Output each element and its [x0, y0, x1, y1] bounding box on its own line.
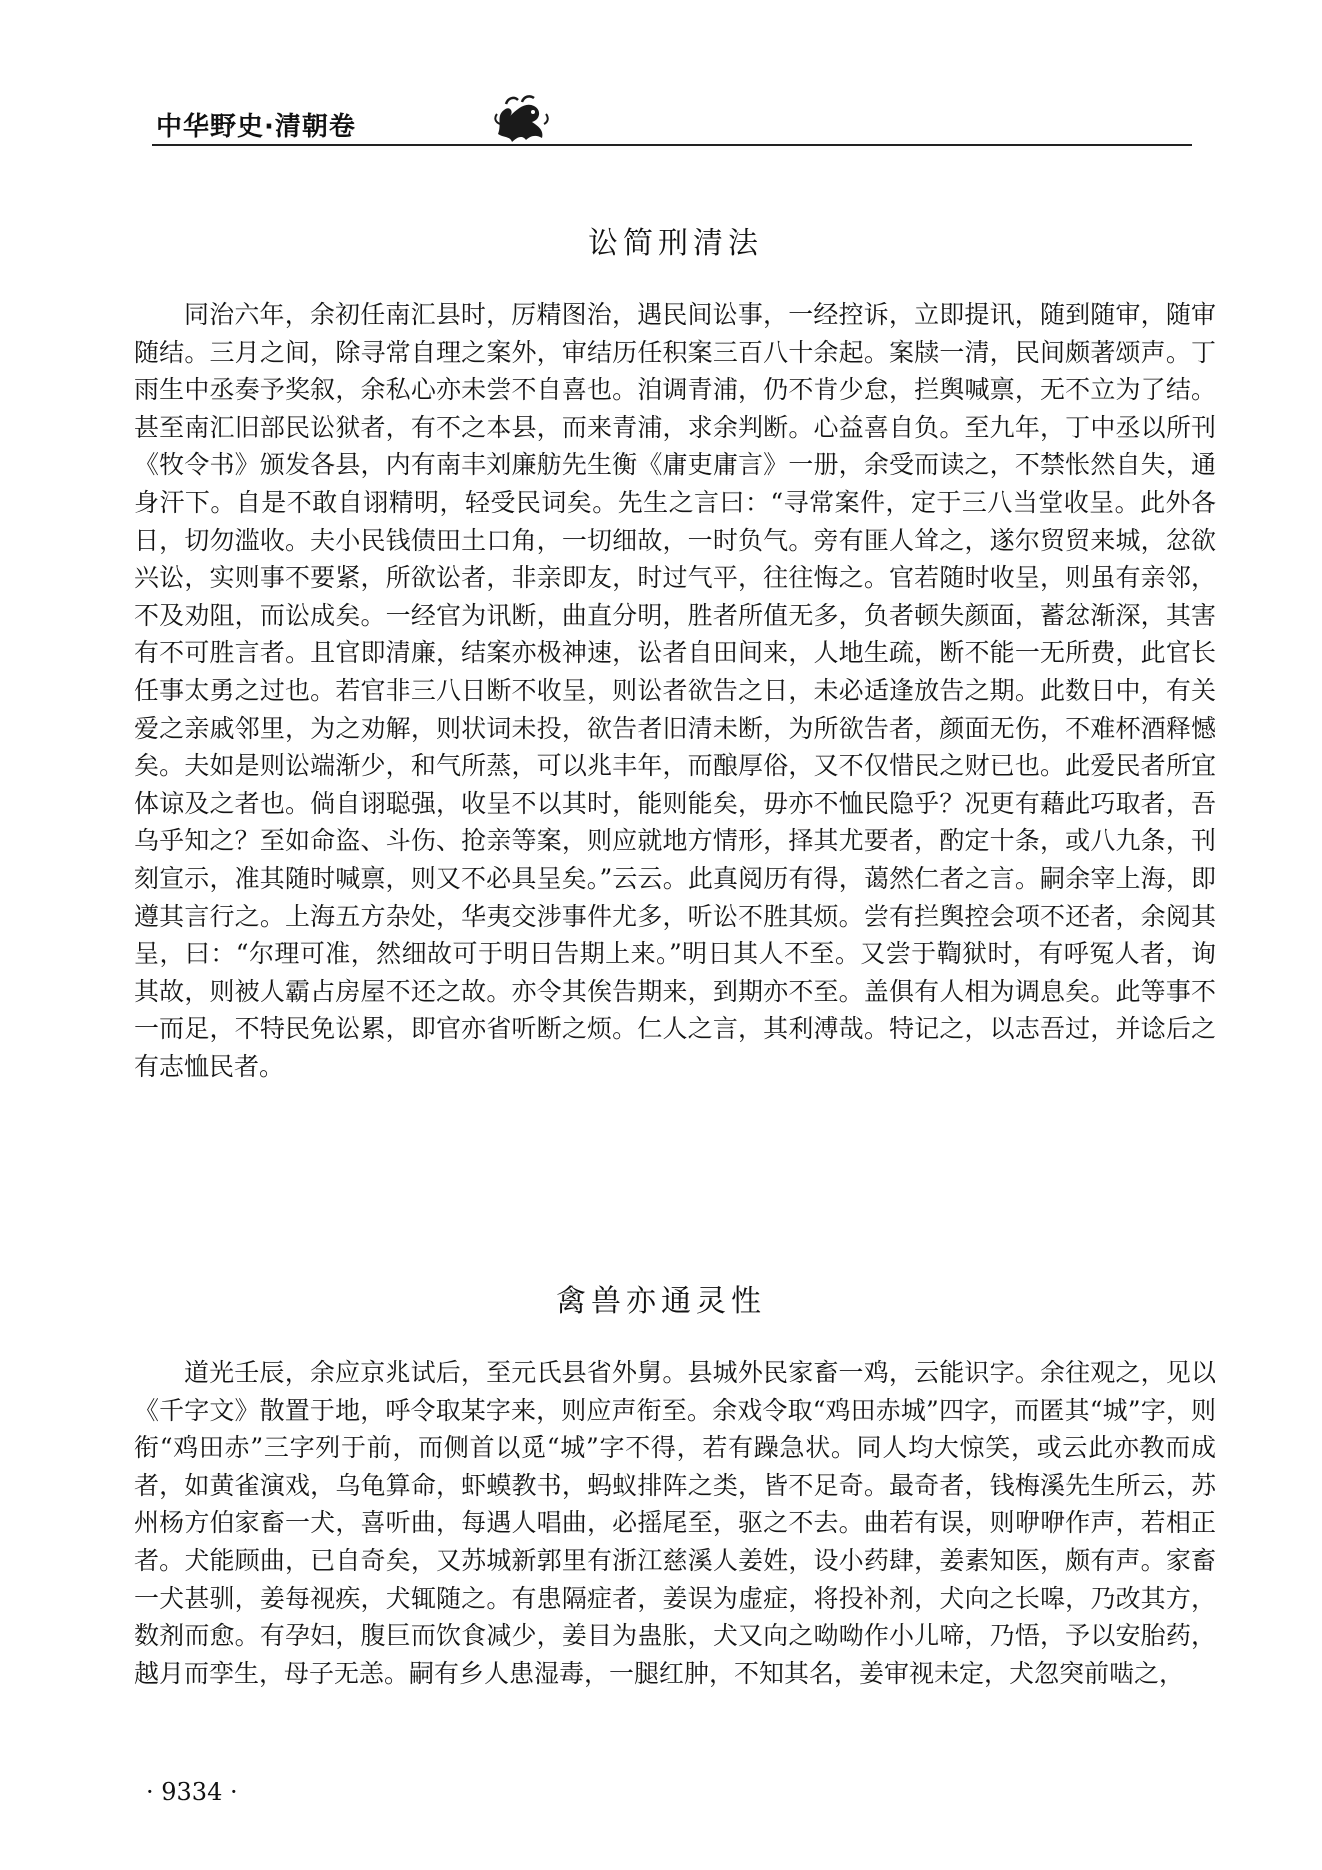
- book-title: 中华野史·清朝卷: [156, 112, 356, 142]
- page-number: · 9334 ·: [146, 1778, 238, 1806]
- section-body: 道光壬辰，余应京兆试后，至元氏县省外舅。县城外民家畜一鸡，云能识字。余往观之，见以《千字文》散置于地，呼令取某字来，则应声衔至。余戏令取“鸡田赤城”四字，而匿其“城”字，则衔“鸡田赤”三字列于前，而侧首以觅“城”字不得，若有躁急状。同人均大惊笑，或云此亦教而成者，如黄雀演戏，乌龟算命，虾蟆教书，蚂蚁排阵之类，皆不足奇。最奇者，钱梅溪先生所云，苏州杨方伯家畜一犬，喜听曲，每遇人唱曲，必摇尾至，驱之不去。曲若有误，则咿咿作声，若相正者。犬能顾曲，已自奇矣，又苏城新郭里有浙江慈溪人姜姓，设小药肆，姜素知医，颇有声。家畜一犬甚驯，姜每视疾，犬辄随之。有患隔症者，姜误为虚症，将投补剂，犬向之长嗥，乃改其方，数剂而愈。有孕妇，腹巨而饮食减少，姜目为蛊胀，犬又向之呦呦作小儿啼，乃悟，予以安胎药，越月而孪生，母子无恙。嗣有乡人患湿毒，一腿红肿，不知其名，姜审视未定，犬忽突前啮之，: [134, 1358, 1216, 1688]
- running-header: [152, 98, 1212, 148]
- dragon-emblem-icon: [492, 94, 550, 146]
- section-title: 禽兽亦通灵性: [556, 1284, 766, 1319]
- header-divider: [152, 144, 1192, 146]
- section-body: 同治六年，余初任南汇县时，厉精图治，遇民间讼事，一经控诉，立即提讯，随到随审，随审随结。三月之间，除寻常自理之案外，审结历任积案三百八十余起。案牍一清，民间颇著颂声。丁雨生中丞奏予奖叙，余私心亦未尝不自喜也。洎调青浦，仍不肯少怠，拦舆喊禀，无不立为了结。甚至南汇旧部民讼狱者，有不之本县，而来青浦，求余判断。心益喜自负。至九年，丁中丞以所刊《牧令书》颁发各县，内有南丰刘廉舫先生衡《庸吏庸言》一册，余受而读之，不禁怅然自失，通身汗下。自是不敢自诩精明，轻受民词矣。先生之言曰：“寻常案件，定于三八当堂收呈。此外各日，切勿滥收。夫小民钱债田土口角，一切细故，一时负气。旁有匪人耸之，遂尔贸贸来城，忿欲兴讼，实则事不要紧，所欲讼者，非亲即友，时过气平，往往悔之。官若随时收呈，则虽有亲邻，不及劝阻，而讼成矣。一经官为讯断，曲直分明，胜者所值无多，负者顿失颜面，蓄忿渐深，其害有不可胜言者。且官即清廉，结案亦极神速，讼者自田间来，人地生疏，断不能一无所费，此官长任事太勇之过也。若官非三八日断不收呈，则讼者欲告之日，未必适逢放告之期。此数日中，有关爱之亲戚邻里，为之劝解，则状词未投，欲告者旧清未断，为所欲告者，颜面无伤，不难杯酒释憾矣。夫如是则讼端渐少，和气所蒸，可以兆丰年，而酿厚俗，又不仅惜民之财已也。此爱民者所宜体谅及之者也。倘自诩聪强，收呈不以其时，能则能矣，毋亦不恤民隐乎？况更有藉此巧取者，吾乌乎知之？至如命盗、斗伤、抢亲等案，则应就地方情形，择其尤要者，酌定十条，或八九条，刊刻宣示，准其随时喊禀，则又不必具呈矣。”云云。此真阅历有得，蔼然仁者之言。嗣余宰上海，即遵其言行之。上海五方杂处，华夷交涉事件尤多，听讼不胜其烦。尝有拦舆控会项不还者，余阅其呈，曰：“尔理可准，然细故可于明日告期上来。”明日其人不至。又尝于鞫狱时，有呼冤人者，询其故，则被人霸占房屋不还之故。亦令其俟告期来，到期亦不至。盖俱有人相为调息矣。此等事不一而足，不特民免讼累，即官亦省听断之烦。仁人之言，其利溥哉。特记之，以志吾过，并谂后之有志恤民者。: [134, 300, 1216, 1081]
- section-title: 讼简刑清法: [588, 226, 763, 261]
